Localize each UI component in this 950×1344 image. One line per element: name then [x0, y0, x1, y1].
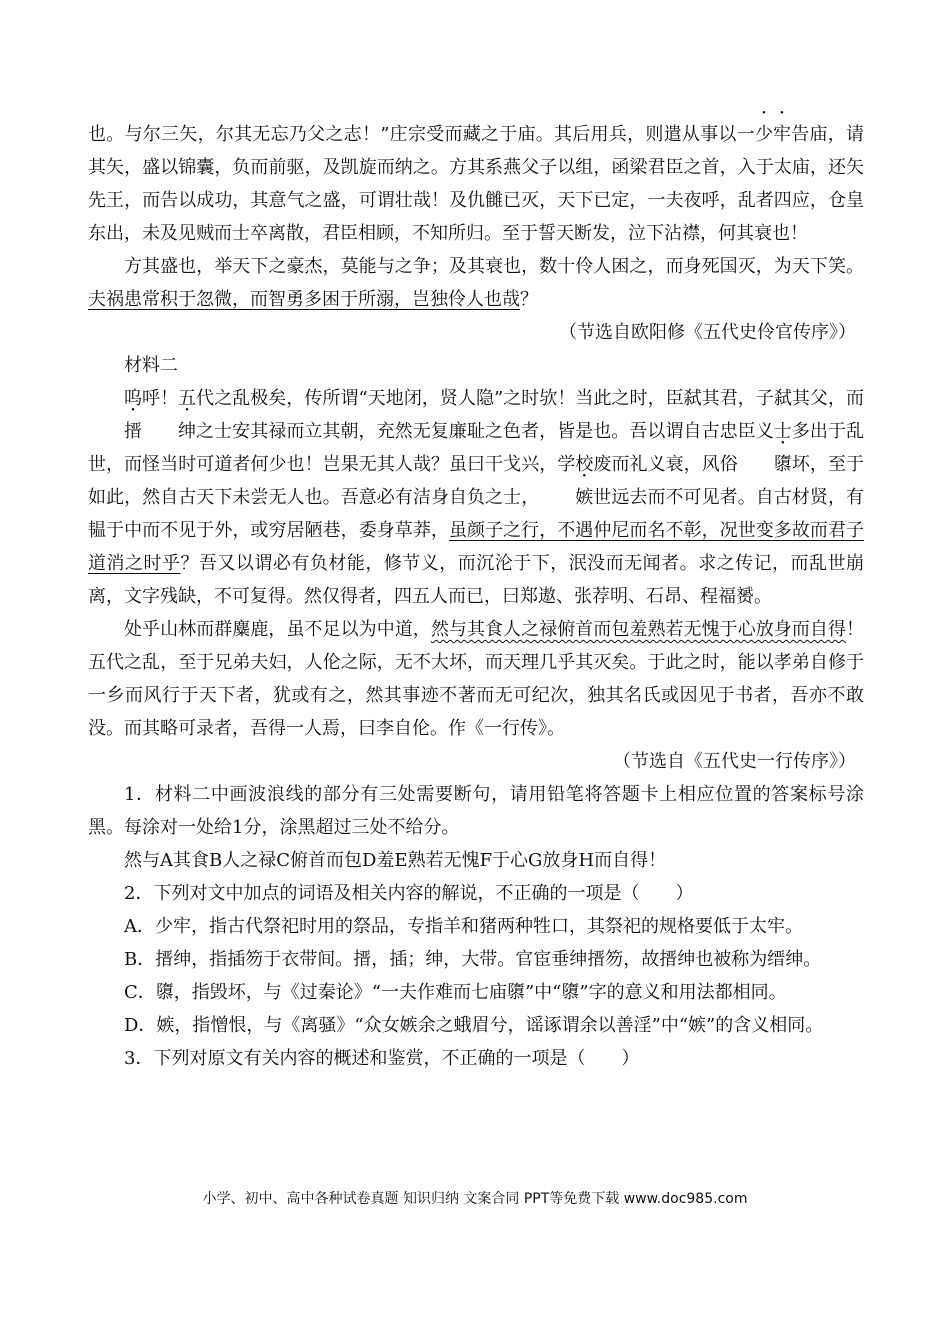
question-2-option-c: C．隳，指毁坏，与《过秦论》“一夫作难而七庙隳”中“隳”字的意义和用法都相同。 — [124, 982, 787, 1003]
question-3: 3．下列对原文有关内容的概述和鉴赏，不正确的一项是（ ） — [124, 1048, 640, 1069]
material2-label: 材料二 — [124, 355, 178, 376]
question-2-option-b: B．搢绅，指插笏于衣带间。搢，插；绅，大带。官宦垂绅搢笏，故搢绅也被称为缙绅。 — [124, 949, 822, 970]
page-footer: 小学、初中、高中各种试卷真题 知识归纳 文案合同 PPT等免费下载 www.doc985.com — [202, 1191, 748, 1207]
material1-paragraph-1: 也。与尔三矢，尔其无忘乃父之志！”庄宗受而藏之于庙。其后用兵，则遣从事以一少牢告庙，请其矢，盛以锦囊，负而前驱，及凯旋而纳之。方其系燕父子以组，函梁君臣之首，入于太庙，还矢先王，而告以成功，其意气之盛，可谓壮哉！及仇雠已灭，天下已定，一夫夜呼，乱者四应，仓皇东出，未及见贼而士卒离散，君臣相顾，不知所归。至于誓天断发，泣下沾襟，何其衰也！ — [88, 118, 864, 250]
underlined-sentence: 夫祸患常积于忽微，而智勇多困于所溺，岂独伶人也哉 — [88, 289, 520, 310]
source-citation-1: （节选自欧阳修《五代史伶官传序》） — [559, 322, 856, 343]
question-2-option-a: A．少牢，指古代祭祀时用的祭品，专指羊和猪两种牲口，其祭祀的规格要低于太牢。 — [124, 916, 803, 937]
question-1: 1．材料二中画波浪线的部分有三处需要断句，请用铅笔将答题卡上相应位置的答案标号涂黑。每涂对一处给1分，涂黑超过三处不给分。 — [88, 784, 864, 838]
wavy-underlined-sentence: 然与其食人之禄俯首而包羞熟若无愧于心放身而自得 — [430, 619, 847, 640]
dotted-char-shen: 绅 — [178, 421, 196, 442]
question-1-sentence: 然与A其食B人之禄C俯首而包D羞E熟若无愧F于心G放身H而自得！ — [124, 850, 667, 871]
underlined-sentence-2: 虽颜子之行，不遇仲尼而名不彰，况世变多故而君子道消之时乎 — [88, 520, 864, 574]
dotted-char-jin: 搢 — [124, 421, 142, 442]
material2-paragraph-2: 处乎山林而群麋鹿，虽不足以为中道，然与其食人之禄俯首而包羞熟若无愧于心放身而自得！五代之乱，至于兄弟夫妇，人伦之际，无不大坏，而天理几乎其灭矣。于此之时，能以孝弟自修于一乡而风行于天下者，犹或有之，然其事迹不著而无可纪次，独其名氏或因见于书者，吾亦不敢没。而其略可录者，吾得一人焉，曰李自伦。作《一行传》。 — [88, 619, 865, 739]
source-citation-2: （节选自《五代史一行传序》） — [613, 751, 856, 772]
material2-paragraph-1: 呜呼！五代之乱极矣，传所谓“天地闭，贤人隐”之时欤！当此之时，臣弑其君，子弑其父，而搢 绅之士安其禄而立其朝，充然无复廉耻之色者，皆是也。吾以谓自古忠臣义士多出于乱世，而怪当时可道者何少也！岂果无其人哉？虽曰干戈兴，学校废而礼义衰，风俗 隳坏，至于如此，然自古天下未尝无人也。吾意必有洁身自负之士， 嫉世远去而不可见者。自古材贤，有韫于中而不见于外，或穷居陋巷，委身草莽，虽颜子之行，不遇仲尼而名不彰，况世变多故而君子道消之时乎？吾又以谓必有负材能，修节义，而沉沦于下，泯没而无闻者。求之传记，而乱世崩离，文字残缺，不可复得。然仅得者，四五人而已，曰郑遨、张荐明、石昂、程福赟。 — [88, 388, 865, 607]
dotted-char-shao: 少 — [754, 124, 773, 145]
question-2: 2．下列对文中加点的词语及相关内容的解说，不正确的一项是（ ） — [124, 883, 694, 904]
question-2-option-d: D．嫉，指憎恨，与《离骚》“众女嫉余之蛾眉兮，谣诼谓余以善淫”中“嫉”的含义相同。 — [124, 1015, 824, 1036]
dotted-char-hui: 隳 — [773, 454, 792, 475]
material1-paragraph-2: 方其盛也，举天下之豪杰，莫能与之争；及其衰也，数十伶人困之，而身死国灭，为天下笑。夫祸患常积于忽微，而智勇多困于所溺，岂独伶人也哉？ — [88, 256, 864, 310]
dotted-char-lao: 牢 — [772, 124, 791, 145]
document-body — [88, 118, 864, 1075]
dotted-char-ji: 嫉 — [575, 487, 594, 508]
